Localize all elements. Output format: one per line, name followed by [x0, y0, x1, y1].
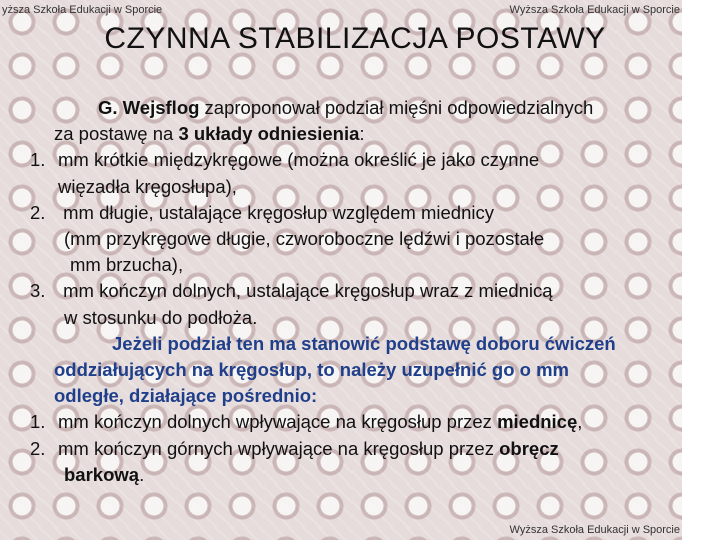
header-left-text: yższa Szkoła Edukacji w Sporcie	[2, 4, 163, 16]
slide-body	[30, 95, 695, 488]
emphasis-line-2: oddziałujących na kręgosłup, to należy uzupełnić go o mm	[54, 359, 570, 381]
list1-item-1-cont: więzadła kręgosłupa),	[58, 175, 237, 197]
intro-line-1: G. Wejsflog zaproponował podział mięśni odpowiedzialnych	[98, 97, 594, 118]
list2-item-2-cont: barkową.	[64, 463, 145, 485]
list1-item-1: 1. mm krótkie międzykręgowe (można określić je jako czynne	[30, 149, 540, 171]
emphasis-line-1: Jeżeli podział ten ma stanowić podstawę doboru ćwiczeń	[112, 332, 616, 354]
list2-item-2: 2. mm kończyn górnych wpływające na kręgosłup przez obręcz	[30, 437, 559, 459]
emphasis-line-3: odległe, działające pośrednio:	[54, 385, 318, 407]
list1-item-2-cont-2: mm brzucha),	[70, 254, 184, 276]
list2-item-1: 1. mm kończyn dolnych wpływające na kręgosłup przez miednicę,	[30, 411, 583, 433]
intro-line-2: za postawę na 3 układy odniesienia:	[54, 123, 365, 145]
list1-item-3: 3. mm kończyn dolnych, ustalające kręgosłup wraz z miednicą	[30, 280, 553, 302]
header-right-text: Wyższa Szkoła Edukacji w Sporcie	[509, 4, 680, 16]
header-bar	[0, 0, 720, 20]
slide-title: CZYNNA STABILIZACJA POSTAWY	[104, 22, 606, 55]
list1-item-2-cont-1: (mm przykręgowe długie, czworoboczne lędźwi i pozostałe	[64, 228, 545, 250]
footer-bar	[0, 520, 720, 540]
list1-item-2: 2. mm długie, ustalające kręgosłup względem miednicy	[30, 201, 494, 223]
list1-item-3-cont: w stosunku do podłoża.	[64, 306, 258, 328]
footer-right-text: Wyższa Szkoła Edukacji w Sporcie	[509, 524, 680, 536]
